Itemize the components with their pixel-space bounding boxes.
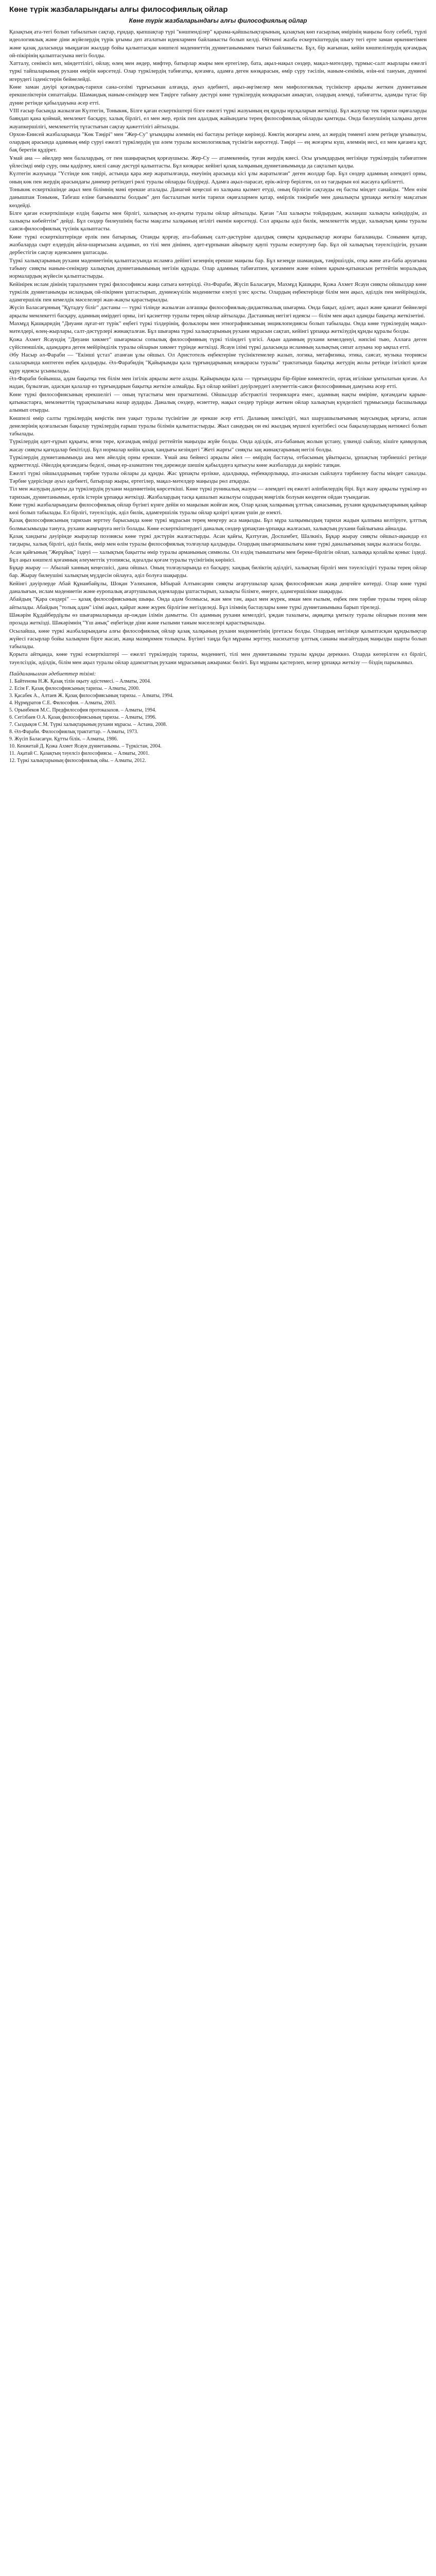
document-title: Көне түрік жазбаларындағы алғы философиялық ойлар <box>9 5 228 14</box>
body-paragraph: Тіл мен жазудың дамуы да түркілердің рухани мәдениетінің көрсеткіші. Көне түркі руникалық жазуы — әлемдегі ең ежелгі әліпбилердің бірі. Бұл жазу арқылы түркілер өз тарихын, дүниетанымын, ерлік істерін ұрпаққа жеткізді. Жазбалардың тасқа қашалып жазылуы олардың мәңгілік болуын көздеген ойдан туындаған. <box>9 486 427 500</box>
reference-item: 2. Есім Ғ. Қазақ философиясының тарихы. – Алматы, 2000. <box>9 686 140 692</box>
reference-item: 5. Орынбеков М.С. Предфилософия протоказахов. – Алматы, 1994. <box>9 707 156 714</box>
body-paragraph: Білге қаған ескерткішінде елдің бақыты мен бірлігі, халықтың әл-ауқаты туралы ойлар айтылады. Қаған "Аш халықты тойдырдым, жалаңаш халықты киіндірдім, аз халықты көбейттім" дейді. Бұл сөздер билеушінің басты мақсаты халқының игілігі екенін көрсетеді. Сол арқылы әділ билік, мемлекеттік мүдде, халықтың қамы туралы саяси-философиялық түсінік қалыптасты. <box>9 210 427 232</box>
body-paragraph: Бұқар жырау — Абылай ханның кеңесшісі, дана ойшыл. Оның толғауларында ел басқару, хандық биліктің әділдігі, халықтың бірлігі мен тәуелсіздігі туралы терең ойлар бар. Жырау билеушіні халықтың мүддесін ойлауға, әділ болуға шақырды. <box>9 565 427 579</box>
body-paragraph: Көшпелі өмір салты түркілердің кеңістік пен уақыт туралы түсінігіне де ерекше әсер етті. Даланың шексіздігі, мал шаруашылығының маусымдық ырғағы, аспан денелерінің қозғалысын бақылау түркілердің ғарыш туралы білімін қалыптастырды. Жыл санаудың он екі жылдық мүшелі күнтізбесі осы бақылаулардың нәтижесі болып табылады. <box>9 415 427 437</box>
body-paragraph: Ұмай ана — әйелдер мен балалардың, от пен шаңырақтың қорғаушысы. Жер-Су — атамекеннің, туған жердің киесі. Осы ұғымдардың негізінде түркілердің табиғатпен үйлесімді өмір сүру, оны қадірлеу, киелі санау дәстүрі қалыптасты. Бұл көзқарас кейінгі қазақ халқының дүниетанымында да сақталып қалды. <box>9 155 427 170</box>
reference-item: 12. Түркі халықтарының философиялық ойы. – Алматы, 2012. <box>9 758 146 764</box>
body-paragraph: Көне заман дәуірі қоғамдық-тарихи сана-сезімі тұрғысынан алғанда, ауыз әдебиеті, аңыз-әңгімелер мен мифологиялық түсініктер арқылы жеткен дүниетаным ерекшеліктерін сипаттайды. Шамандық наным-сенімдер мен Тәңірге табыну дәстүрі көне түркілердің көзқарасын анықтап, олардың әлемді, табиғатты, адамды тұтас бір дүние ретінде қабылдауына әсер етті. <box>9 84 427 106</box>
body-paragraph: Жүсіп Баласағұнның "Құтадғу біліг" дастаны — түркі тілінде жазылған алғашқы философиялық-дидактикалық шығарма. Онда бақыт, әділет, ақыл және қанағат бейнелері арқылы мемлекетті басқару, адамның өмірдегі орны, ізгі қасиеттер туралы терең ойлар айтылады. Дастанның негізгі идеясы — білім мен ақыл адамды бақытқа жеткізетіні. <box>9 304 427 319</box>
body-paragraph: Көне түркі жазбаларындағы философиялық ойлар бүгінгі күнге дейін өз маңызын жойған жоқ. Олар қазақ халқының ұлттық санасының, рухани құндылықтарының қайнар көзі болып табылады. Ел бірлігі, тәуелсіздік, әділ билік, адамгершілік туралы ойлар қазіргі қоғам үшін де өзекті. <box>9 501 427 516</box>
reference-item: 1. Байтенова Н.Ж. Қазақ тілін оқыту әдістемесі. – Алматы, 2004. <box>9 679 151 685</box>
body-paragraph: Орхон-Енисей жазбаларында "Көк Тәңірі" мен "Жер-Су" ұғымдары әлемнің екі бастауы ретінде көрінеді. Көктің жоғарғы әлем, ал жердің төменгі әлем ретінде ұғынылуы, олардың арасында адамның өмір сүруі ежелгі түркілердің үш әлем туралы космологиялық түсінігін көрсетеді. Тәңірі — ең жоғарғы күш, әлемнің иесі, ел мен қағанға құт, бақ беретін құдірет. <box>9 131 427 154</box>
reference-item: 8. Әл-Фараби. Философиялық трактаттар. – Алматы, 1973. <box>9 729 138 735</box>
references-heading: Пайдаланылған әдебиеттер тізімі: <box>9 671 96 677</box>
reference-item: 4. Нұрмұратов С.Е. Философия. – Алматы, 2003. <box>9 700 116 706</box>
reference-item: 3. Қасабек А., Алтаев Ж. Қазақ философиясының тарихы. – Алматы, 1994. <box>9 693 173 699</box>
body-paragraph: VIII ғасыр басында жазылған Күлтегін, Тоныкөк, Білге қаған ескерткіштері бізге ежелгі түркі жазуының ең құнды нұсқаларын жеткізді. Бұл жазулар тек тарихи оқиғаларды баяндап қана қоймай, мемлекет басқару, халық бірлігі, ел мен жер, ерлік пен адалдық жайындағы терең философиялық ойларды қамтиды. Онда билеушінің халқына деген жауапкершілігі, мемлекеттің тұтастығын сақтау қажеттілігі айтылады. <box>9 107 427 130</box>
body-paragraph: Осылайша, көне түркі жазбаларындағы алғы философиялық ойлар қазақ халқының рухани мәдениетінің іргетасы болды. Олардың негізінде қалыптасқан құндылықтар жүйесі ғасырлар бойы халықпен бірге жасап, жаңа мазмұнмен толықты. Бүгінгі таңда бұл мұраны зерттеу, насихаттау ұлттық сананы нығайтудың маңызды шарты болып табылады. <box>9 628 427 650</box>
body-paragraph: Әбу Насыр әл-Фараби — "Екінші ұстаз" атанған ұлы ойшыл. Ол Аристотель еңбектеріне түсініктемелер жазып, логика, метафизика, этика, саясат, музыка теориясы салаларында көптеген еңбек қалдырды. Әл-Фарабидің "Қайырымды қала тұрғындарының көзқарасы туралы" трактатында бақытқа жетудің жолы ретінде ізгілікті қоғам құру идеясы ұсынылады. <box>9 352 427 374</box>
body-paragraph: Махмұд Қашқаридің "Диуани лұғат-ит түрік" еңбегі түркі тілдерінің, фольклоры мен этнографиясының энциклопедиясы болып табылады. Онда көне түркілердің мақал-мәтелдері, өлең-жырлары, салт-дәстүрлері жинақталған. Бұл шығарма түркі халықтарының рухани мұрасын сақтап, кейінгі ұрпаққа жеткізудің құнды құралы болды. <box>9 320 427 335</box>
body-paragraph: Тоныкөк ескерткішінде ақыл мен білімнің мәні ерекше аталады. Данагөй кеңесші өз халқына қызмет етуді, оның бірлігін сақтауды ең басты міндет санайды. "Мен өзім данышпан Тоныкөк, Табғаш еліне бағынышты болдым" деп басталатын мәтін тарихи оқиғалармен қатар, өмірлік тәжірибе мен даналықты ұрпаққа жеткізу мақсатын көздейді. <box>9 186 427 209</box>
body-paragraph: Ежелгі түркі ойшылдарының тәрбие туралы ойлары да құнды. Жас ұрпақты ерлікке, адалдыққа, еңбекқорлыққа, ата-анасын сыйлауға тәрбиелеу басты міндет саналды. Тәрбие үдерісінде ауыз әдебиеті, батырлар жыры, ертегілер, мақал-мәтелдер маңызды рөл атқарды. <box>9 470 427 484</box>
body-paragraph: Әл-Фараби бойынша, адам бақытқа тек білім мен ізгілік арқылы жете алады. Қайырымды қала — тұрғындары бір-біріне көмектесіп, ортақ игілікке ұмтылатын қоғам. Ал надан, бұзылған, адасқан қалалар өз тұрғындарын бақытқа жеткізе алмайды. Бұл ойлар кейінгі дәуірлердегі әлеуметтік-саяси философияның дамуына әсер етті. <box>9 376 427 390</box>
body-paragraph: Қазақтың ата-тегі болып табылатын сақтар, ғұндар, қыпшақтар түрі "көшпенділер" қарама-қайшылықтарының, қазақтың көп ғасырлық өмірінің маңызы болу себебі, түрлі идеологиялық және діни жүйелердің түрік ұғымы деп аталатын идеялармен байланысты болып келді. Өйткені жазба ескерткіштердің шығу тегі ерте заман өркениетімен және қазақ даласында мыңдаған жылдар бойы қалыптасқан көшпелі мәдениеттің дүниетанымымен тығыз байланысты. Бұл, бір жағынан, кейін көшпелілердің қоғамдық ой-пікірінің қалыптасуына негіз болды. <box>9 29 427 59</box>
reference-item: 11. Ақатай С. Қазақтың тәуелсіз философиясы. – Алматы, 2001. <box>9 751 150 757</box>
reference-item: 7. Сыздықов С.М. Түркі халықтарының рухани мұрасы. – Астана, 2008. <box>9 722 167 728</box>
body-paragraph: Хатталу, сенімсіз кеп, міндеттілігі, ойлау, өлең мен әндер, мифтер, батырлар жыры мен ертегілер, бата, ақыл-нақыл сөздер, мақал-мәтелдер, тұрмыс-салт жырлары ежелгі түркі тайпаларының рухани өмірін көрсетеді. Олар түркілердің табиғатқа, қоғамға, адамға деген көзқарасын, өмір сүру тәсілін, наным-сенімін, өзін-өзі тануын, дүниені игерудегі ізденістерін бейнелейді. <box>9 60 427 82</box>
body-paragraph: Көне түркі философиясының ерекшелігі — оның тұтастығы мен прагматизмі. Ойшылдар абстрактілі теорияларға емес, адамның нақты өміріне, қоғамдағы қарым-қатынастарға, мемлекеттің тұрақтылығына назар аударды. Даналық сөздер, өсиеттер, нақыл сөздер түрінде жеткен ойлар халықтың күнделікті тұрмысында басшылыққа алынып отырды. <box>9 391 427 414</box>
body-paragraph: Көне түркі ескерткіштерінде ерлік пен батырлық, Отанды қорғау, ата-бабаның салт-дәстүріне адалдық сияқты құндылықтар жоғары бағаланады. Сонымен қатар, жазбаларда сырт елдердің айла-шарғысына алданып, өз тілі мен дінінен, әдет-ғұрпынан айырылу қаупі туралы ескертулер бар. Бұл ой халықтың тәуелсіздігін, рухани дербестігін сақтау идеясымен ұштасады. <box>9 233 427 256</box>
reference-item: 10. Кенжетай Д. Қожа Ахмет Ясауи дүниетанымы. – Түркістан, 2004. <box>9 743 162 750</box>
body-paragraph: Қожа Ахмет Ясауидің "Диуани хикмет" шығармасы сопылық философияның түркі тіліндегі үлгісі. Ақын адамның рухани кемелденуі, нәпсіні тыю, Аллаға деген сүйіспеншілік, адамдарға деген мейірімділік туралы ойларын хикмет түрінде жеткізді. Ясауи ілімі түркі даласында исламның халықтық сипат алуына зор ықпал етті. <box>9 336 427 350</box>
body-paragraph: Кейінірек ислам дінінің таралуымен түркі философиясы жаңа сатыға көтерілді. Әл-Фараби, Жүсіп Баласағұн, Махмұд Қашқари, Қожа Ахмет Ясауи сияқты ойшылдар көне түркілік дүниетанымды исламдық ой-пікірмен ұштастырып, дүниежүзілік мәдениетке елеулі үлес қосты. Олардың еңбектерінде білім мен ақыл, әділдік пен мейірімділік, адамгершілік пен кемелдік мәселелері жан-жақты қарастырылды. <box>9 281 427 303</box>
body-paragraph: Шәкәрім Құдайбердіұлы өз шығармаларында ар-ождан ілімін дамытты. Ол адамның рухани кемелдігі, ұждан тазалығы, ақиқатқа ұмтылу туралы ойларын поэзия мен прозада жеткізді. Шәкәрімнің "Үш анық" еңбегінде діни және ғылыми таным мәселелері қарастырылады. <box>9 612 427 626</box>
body-paragraph: Қазақ философиясының тарихын зерттеу барысында көне түркі мұрасын терең меңгеру аса маңызды. Бұл мұра халқымыздың тарихи жадын қалпына келтіруге, ұлттық болмысымызды тануға, рухани жаңғыруға негіз болады. Көне ескерткіштердегі даналық сөздер ұрпақтан-ұрпаққа жалғасып, халықтың рухани байлығына айналды. <box>9 517 427 532</box>
body-paragraph: Кейінгі дәуірлерде Абай Құнанбайұлы, Шоқан Уәлиханов, Ыбырай Алтынсарин сияқты ағартушылар қазақ философиясын жаңа деңгейге көтерді. Олар көне түркі даналығын, ислам мәдениетін және еуропалық ағартушылық идеяларды ұштастырып, халықты білімге, өнерге, адамгершілікке шақырды. <box>9 580 427 595</box>
reference-item: 9. Жүсіп Баласағұн. Құтты білік. – Алматы, 1986. <box>9 736 118 742</box>
document-body <box>9 28 427 667</box>
body-paragraph: Асан қайғының "Жерұйық" іздеуі — халықтың бақытты өмір туралы арманының символы. Ол елдің тыныштығы мен береке-бірлігін ойлап, халыққа қолайлы қоныс іздеді. Бұл аңыз көшпелі қоғамның әлеуметтік утопиясы, идеалды қоғам туралы түсінігінің көрінісі. <box>9 549 427 563</box>
body-paragraph: Түркі халықтарының рухани мәдениетінің қалыптасуында исламға дейінгі кезеңнің ерекше маңызы бар. Бұл кезеңде шамандық, тәңіршілдік, отқа және ата-баба аруағына табыну сияқты наным-сенімдер халықтың дүниетанымының негізін құрады. Олар адамның табиғатпен, қоғаммен және өзімен қарым-қатынасын реттейтін моральдық нормалардың жүйесін қалыптастырды. <box>9 257 427 280</box>
references-list <box>9 678 427 765</box>
document-subtitle: Көне түрік жазбаларындағы алғы философиялық ойлар <box>129 17 307 24</box>
body-paragraph: Түркілердің дүниетанымында ана мен әйелдің орны ерекше. Ұмай ана бейнесі арқылы әйел — өмірдің бастауы, отбасының ұйытқысы, ұрпақтың тәрбиешісі ретінде құрметтелді. Әйелдің қоғамдағы беделі, оның ер-азаматпен тең дәрежеде шешім қабылдауға қатысуы көне жазбаларда да көрініс тапқан. <box>9 454 427 469</box>
body-paragraph: Түркілердің әдет-ғұрып құқығы, яғни төре, қоғамдық өмірді реттейтін маңызды жүйе болды. Онда әділдік, ата-бабаның жолын ұстану, үлкенді сыйлау, кішіге қамқорлық жасау сияқты қағидалар бекітілді. Бұл нормалар кейін қазақ хандығы кезіндегі "Жеті жарғы" сияқты заң жинақтарының негізі болды. <box>9 438 427 453</box>
body-paragraph: Қорыта айтқанда, көне түркі ескерткіштері — ежелгі түркілердің тарихы, мәдениеті, тілі мен дүниетанымы туралы құнды дереккөз. Оларда көтерілген ел бірлігі, тәуелсіздік, әділдік, білім мен ақыл туралы ойлар адамзаттың рухани мұрасының ажырамас бөлігі. Бұл мұраны қастерлеп, келер ұрпаққа жеткізу — біздің парызымыз. <box>9 651 427 666</box>
body-paragraph: Күлтегін жазуында "Үстінде көк тәңірі, астында қара жер жаратылғанда, екеуінің арасында кісі ұлы жаратылған" деген жолдар бар. Бұл сөздер адамның әлемдегі орны, оның көк пен жердің арасындағы дәнекер ретіндегі рөлі туралы ойларды білдіреді. Адамға ақыл-парасат, ерік-жігер берілген, ол өз тағдырын өзі жасауға қабілетті. <box>9 171 427 185</box>
body-paragraph: Қазақ хандығы дәуірінде жыраулар поэзиясы көне түркі дәстүрін жалғастырды. Асан қайғы, Қазтуған, Доспамбет, Шалкиіз, Бұқар жырау сияқты ойшыл-ақындар ел тағдыры, халық бірлігі, әділ билік, өмір мен өлім туралы философиялық толғаулар қалдырды. Олардың шығармашылығы көне түркі даналығының заңды жалғасы болды. <box>9 533 427 548</box>
body-paragraph: Абайдың "Қара сөздері" — қазақ философиясының шыңы. Онда адам болмысы, жан мен тән, ақыл мен жүрек, иман мен ғылым, еңбек пен тәрбие туралы терең ойлар айтылады. Абайдың "толық адам" ілімі ақыл, қайрат және жүрек бірлігіне негізделеді. Бұл ілімнің бастаулары көне түркі дүниетанымына барып тіреледі. <box>9 596 427 611</box>
reference-item: 6. Сегізбаев О.А. Қазақ философиясының тарихы. – Алматы, 1996. <box>9 715 156 721</box>
